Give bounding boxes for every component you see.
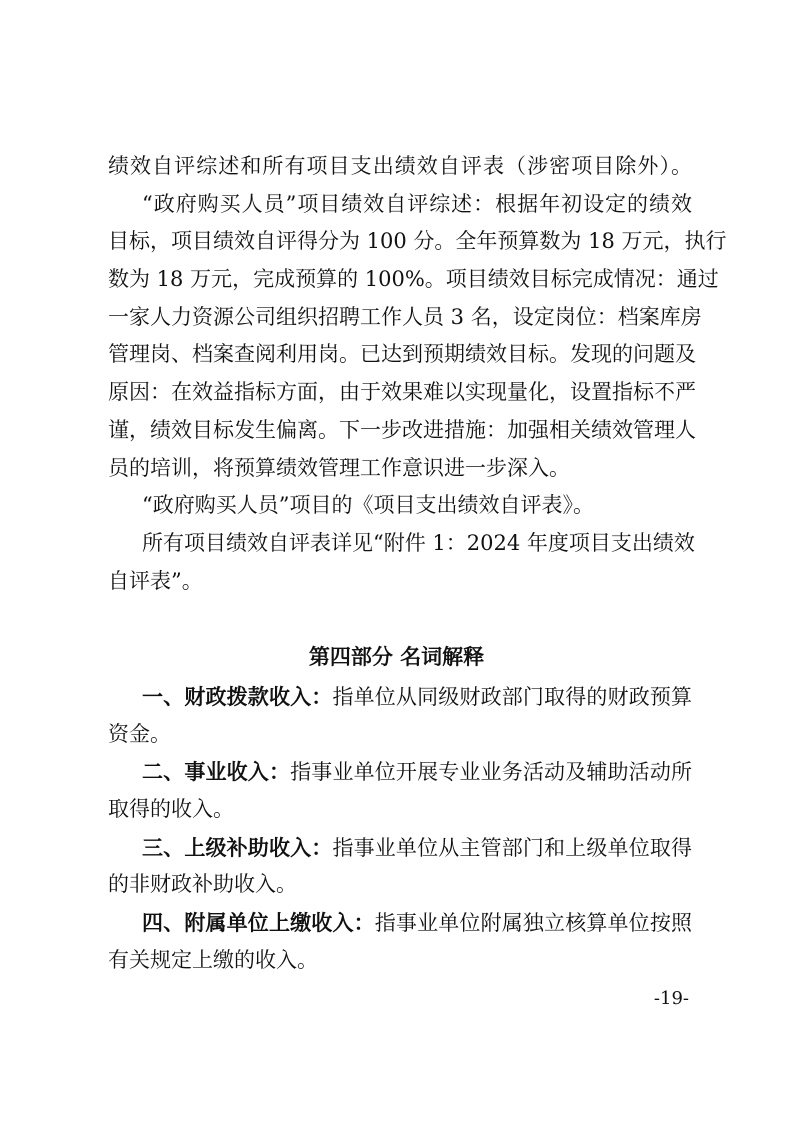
definition-text: 指事业单位从主管部门和上级单位取得 <box>332 835 693 860</box>
definition-term: 四、附属单位上缴收入： <box>142 910 375 936</box>
definition-text: 指事业单位附属独立核算单位按照 <box>374 911 693 936</box>
definition-text: 指事业单位开展专业业务活动及辅助活动所 <box>290 760 693 785</box>
definition-line <box>108 904 692 942</box>
text-line: “政府购买人员”项目的《项目支出绩效自评表》。 <box>142 493 594 518</box>
definition-line: 资金。 <box>108 721 171 746</box>
definition-text: 指单位从同级财政部门取得的财政预算 <box>332 685 693 709</box>
definition-line <box>108 753 692 791</box>
text-line: 原因：在效益指标方面，由于效果难以实现量化，设置指标不严 <box>108 380 696 405</box>
definition-line: 的非财政补助收入。 <box>108 872 297 897</box>
text-line: 数为 18 万元，完成预算的 100%。项目绩效目标完成情况：通过 <box>108 267 719 292</box>
definition-line <box>108 678 692 716</box>
page-number: -19- <box>653 988 689 1009</box>
definition-line <box>108 829 692 867</box>
definition-term: 三、上级补助收入： <box>142 834 333 860</box>
definition-term: 一、财政拨款收入： <box>142 684 333 709</box>
text-line: 员的培训，将预算绩效管理工作意识进一步深入。 <box>108 455 570 480</box>
text-line: 所有项目绩效自评表详见“附件 1：2024 年度项目支出绩效 <box>142 530 695 555</box>
text-line: 谨，绩效目标发生偏离。下一步改进措施：加强相关绩效管理人 <box>108 417 696 442</box>
text-line: 自评表”。 <box>108 568 203 593</box>
text-line: 一家人力资源公司组织招聘工作人员 3 名，设定岗位：档案库房 <box>108 304 702 329</box>
text-line: 绩效自评综述和所有项目支出绩效自评表（涉密项目除外）。 <box>108 154 692 178</box>
body-text <box>108 148 727 600</box>
definition-line: 有关规定上缴的收入。 <box>108 947 318 972</box>
definition-term: 二、事业收入： <box>142 759 291 785</box>
text-line: 管理岗、档案查阅利用岗。已达到预期绩效目标。发现的问题及 <box>108 342 696 367</box>
text-line: 目标，项目绩效自评得分为 100 分。全年预算数为 18 万元，执行 <box>108 229 727 254</box>
definitions <box>108 678 692 980</box>
text-line: “政府购买人员”项目绩效自评综述：根据年初设定的绩效 <box>142 191 692 216</box>
definition-line: 取得的收入。 <box>108 797 234 822</box>
section-heading: 第四部分 名词解释 <box>308 645 485 669</box>
